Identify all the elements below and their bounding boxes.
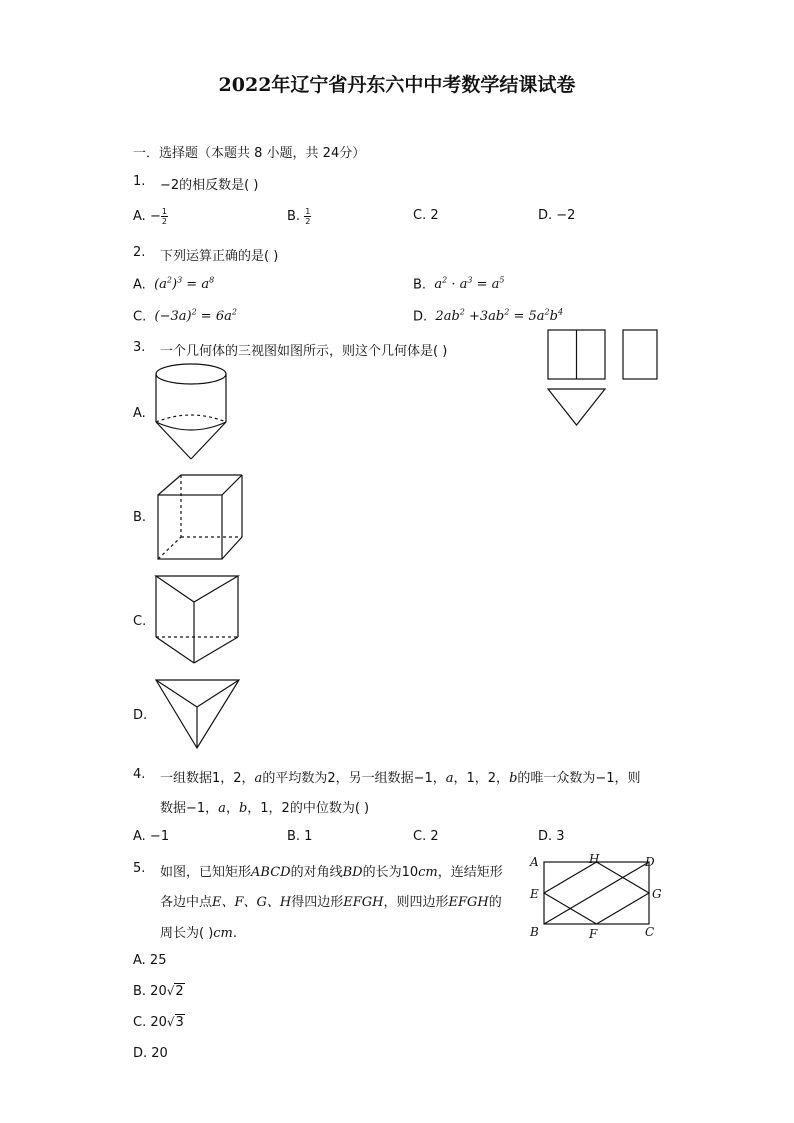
vertex-label-a: A xyxy=(530,855,539,869)
option-label: A. xyxy=(133,209,146,224)
q1-stem: −2的相反数是( ) xyxy=(160,178,259,193)
q2-number: 2. xyxy=(133,245,146,260)
option-label: C. xyxy=(133,309,147,325)
q3-number: 3. xyxy=(133,340,146,355)
vertex-label-e: E xyxy=(530,887,539,901)
q4-number: 4. xyxy=(133,767,146,782)
vertex-label-g: G xyxy=(652,887,662,901)
q2-option-c[interactable] xyxy=(133,308,237,324)
three-view-figure xyxy=(540,325,665,435)
option-label: A. xyxy=(133,277,146,293)
q1-option-c[interactable]: C. 2 xyxy=(413,208,439,223)
rectangle-figure xyxy=(525,850,665,945)
q4-option-d[interactable]: D. 3 xyxy=(538,829,565,844)
q2-option-b[interactable] xyxy=(413,276,504,292)
q5-option-d[interactable]: D. 20 xyxy=(133,1046,168,1061)
formula: $(-3a)^2 = 6a^2$ xyxy=(150,308,237,325)
vertex-label-b: B xyxy=(530,925,539,939)
vertex-label-f: F xyxy=(589,927,598,941)
q5-option-b[interactable]: B. 20√2 xyxy=(133,984,184,999)
top-view xyxy=(548,389,605,425)
cylinder-cone-icon xyxy=(150,360,240,465)
section-heading: 一．选择题（本题共 8 小题，共 24分） xyxy=(133,146,366,161)
side-view xyxy=(623,330,657,379)
q3-option-d[interactable]: D. xyxy=(133,708,148,723)
fraction: $\frac{1}{2}$ xyxy=(161,207,167,226)
q1-option-d[interactable]: D. −2 xyxy=(538,208,576,223)
q5-stem-line1: 如图，已知矩形ABCD的对角线BD的长为10cm，连结矩形 xyxy=(160,865,503,880)
option-label: B. xyxy=(413,277,427,293)
q1-option-a[interactable] xyxy=(133,207,168,226)
q5-stem-line2: 各边中点E、F、G、H得四边形EFGH，则四边形EFGH的 xyxy=(160,895,502,910)
option-label: B. xyxy=(287,209,301,224)
q4-option-a[interactable]: A. −1 xyxy=(133,829,170,844)
q1-option-b[interactable] xyxy=(287,207,311,226)
cube-icon xyxy=(150,470,250,565)
q2-option-d[interactable] xyxy=(413,308,563,324)
q2-option-a[interactable] xyxy=(133,276,214,292)
formula: $(a^2)^3 = a^8$ xyxy=(149,276,215,293)
q4-option-b[interactable]: B. 1 xyxy=(287,829,313,844)
q5-stem-line3: 周长为( )cm. xyxy=(160,926,238,941)
q4-stem-line1: 一组数据1，2，a的平均数为2，另一组数据−1，a，1，2，b的唯一众数为−1，则 xyxy=(160,771,641,786)
q5-number: 5. xyxy=(133,861,146,876)
option-label: D. xyxy=(413,309,428,325)
formula: $2ab^2 +3ab^2 = 5a^2b^4$ xyxy=(431,308,564,325)
q5-option-c[interactable]: C. 20√3 xyxy=(133,1015,184,1030)
sqrt-sign: √ xyxy=(166,984,175,998)
triangular-pyramid-icon xyxy=(150,674,245,754)
q3-option-a[interactable]: A. xyxy=(133,406,146,421)
q4-stem-line2: 数据−1，a，b，1，2的中位数为( ) xyxy=(160,801,370,816)
q3-option-b[interactable]: B. xyxy=(133,510,147,525)
q4-option-c[interactable]: C. 2 xyxy=(413,829,439,844)
q3-option-c[interactable]: C. xyxy=(133,614,147,629)
q2-stem: 下列运算正确的是( ) xyxy=(160,249,279,264)
vertex-label-c: C xyxy=(645,925,655,939)
sqrt-sign: √ xyxy=(166,1015,175,1029)
q3-stem: 一个几何体的三视图如图所示，则这个几何体是( ) xyxy=(160,344,448,359)
fraction: $\frac{1}{2}$ xyxy=(305,207,311,226)
page-title: 2022年辽宁省丹东六中中考数学结课试卷 xyxy=(218,74,576,96)
q5-option-a[interactable]: A. 25 xyxy=(133,953,167,968)
q1-number: 1. xyxy=(133,174,146,189)
triangular-prism-icon xyxy=(150,572,245,667)
formula: $a^2 \cdot a^3 = a^5$ xyxy=(430,276,505,293)
vertex-label-h: H xyxy=(589,852,600,866)
minus-sign: − xyxy=(149,209,161,224)
vertex-label-d: D xyxy=(645,855,655,869)
